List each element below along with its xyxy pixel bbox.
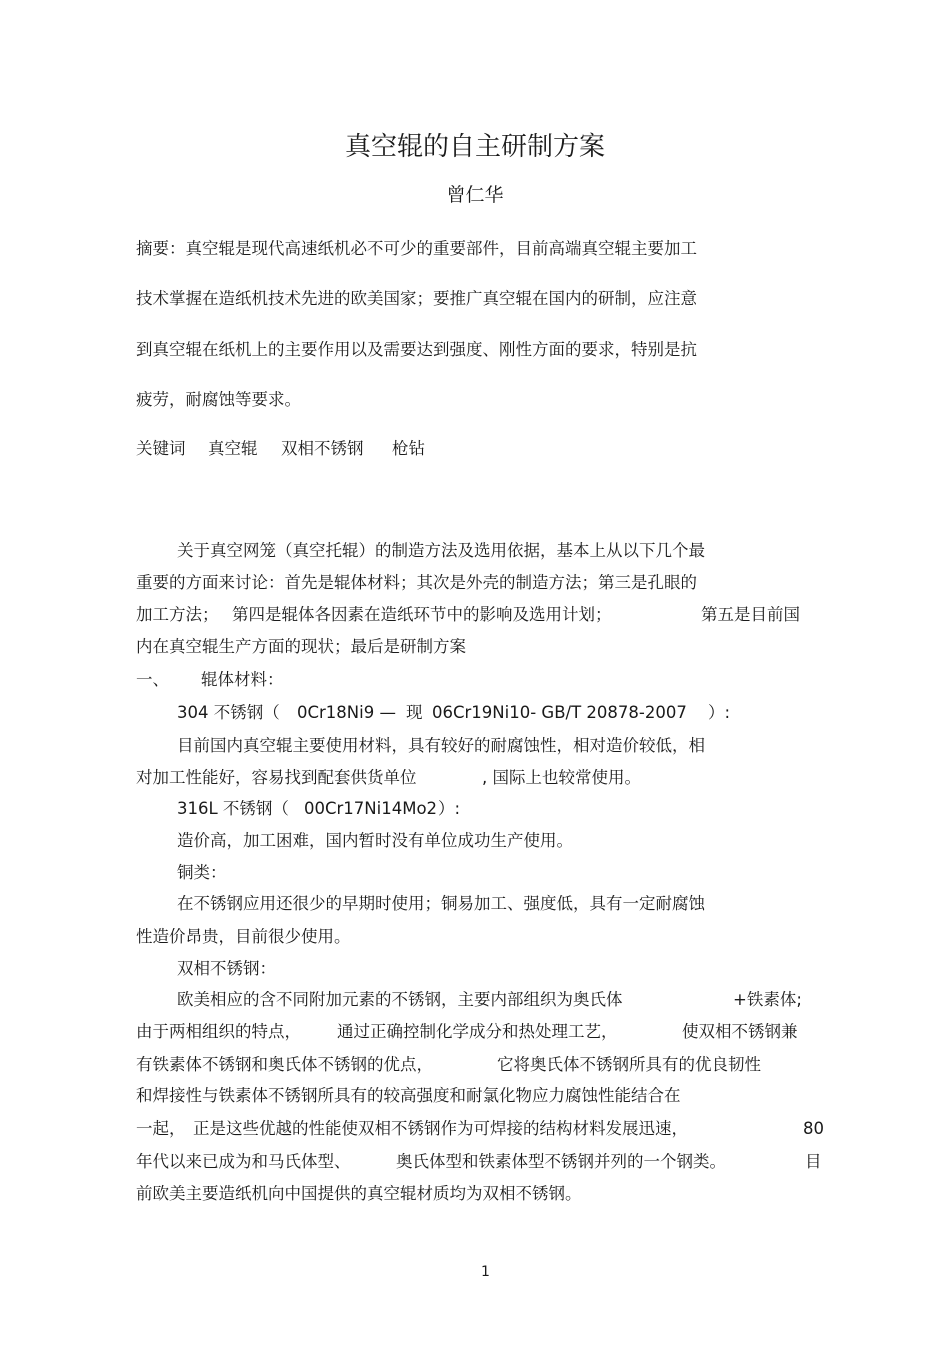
body-line: 第五是目前国	[701, 605, 800, 624]
abstract-line: 到真空辊在纸机上的主要作用以及需要达到强度、刚性方面的要求，特别是抗	[136, 340, 697, 359]
body-line: 重要的方面来讨论：首先是辊体材料；其次是外壳的制造方法；第三是孔眼的	[136, 573, 697, 592]
material-heading: 316L 不锈钢（	[177, 799, 289, 818]
body-line: 一起，	[136, 1119, 186, 1138]
body-line: 奥氏体型和铁素体型不锈钢并列的一个钢类。	[396, 1152, 726, 1171]
body-line: 和焊接性与铁素体不锈钢所具有的较高强度和耐氯化物应力腐蚀性能结合在	[136, 1086, 681, 1105]
material-heading-end: ）:	[708, 703, 731, 722]
body-line: 第四是辊体各因素在造纸环节中的影响及选用计划；	[232, 605, 612, 624]
section-title: 辊体材料：	[201, 670, 284, 689]
body-line: 内在真空辊生产方面的现状；最后是研制方案	[136, 637, 466, 656]
material-grade: 06Cr19Ni10- GB/T 20878-2007	[432, 703, 687, 722]
body-line: 它将奥氏体不锈钢所具有的优良韧性	[497, 1055, 761, 1074]
material-heading-end: ）:	[438, 799, 461, 818]
body-line: 目前国内真空辊主要使用材料，具有较好的耐腐蚀性，相对造价较低，相	[177, 736, 705, 755]
body-line: 在不锈钢应用还很少的早期时使用；铜易加工、强度低，具有一定耐腐蚀	[177, 894, 705, 913]
document-title: 真空辊的自主研制方案	[344, 132, 605, 162]
abstract-line: 技术掌握在造纸机技术先进的欧美国家；要推广真空辊在国内的研制，应注意	[136, 289, 697, 308]
body-line: 前欧美主要造纸机向中国提供的真空辊材质均为双相不锈钢。	[136, 1184, 582, 1203]
body-line: 关于真空网笼（真空托辊）的制造方法及选用依据，基本上从以下几个最	[177, 541, 705, 560]
body-line: 性造价昂贵，目前很少使用。	[136, 927, 351, 946]
material-grade: 现	[406, 703, 423, 722]
abstract-line: 摘要：真空辊是现代高速纸机必不可少的重要部件，目前高端真空辊主要加工	[136, 239, 697, 258]
keywords-label: 关键词	[136, 439, 186, 458]
material-heading: 铜类：	[177, 863, 227, 882]
body-line: 由于两相组织的特点，	[136, 1022, 301, 1041]
section-number: 一、	[136, 670, 169, 689]
body-line: 80	[803, 1119, 824, 1138]
material-grade: 0Cr18Ni9 —	[297, 703, 396, 722]
body-line: 正是这些优越的性能使双相不锈钢作为可焊接的结构材料发展迅速，	[193, 1119, 688, 1138]
body-line: 有铁素体不锈钢和奥氏体不锈钢的优点，	[136, 1055, 433, 1074]
body-line: 通过正确控制化学成分和热处理工艺，	[337, 1022, 618, 1041]
body-line: , 国际上也较常使用。	[482, 768, 641, 787]
material-heading: 双相不锈钢：	[177, 959, 276, 978]
body-line: 使双相不锈钢兼	[682, 1022, 798, 1041]
keyword: 真空辊	[208, 439, 258, 458]
keyword: 双相不锈钢	[281, 439, 364, 458]
material-heading: 304 不锈钢（	[177, 703, 280, 722]
keyword: 枪钻	[392, 439, 425, 458]
abstract-line: 疲劳，耐腐蚀等要求。	[136, 390, 301, 409]
body-line: 加工方法；	[136, 605, 219, 624]
material-grade: 00Cr17Ni14Mo2	[304, 799, 438, 818]
body-line: 年代以来已成为和马氏体型、	[136, 1152, 351, 1171]
body-line: 造价高，加工困难，国内暂时没有单位成功生产使用。	[177, 831, 573, 850]
body-line: 欧美相应的含不同附加元素的不锈钢，主要内部组织为奥氏体	[177, 990, 623, 1009]
author-name: 曾仁华	[446, 184, 504, 206]
body-line: 对加工性能好，容易找到配套供货单位	[136, 768, 417, 787]
body-line: +铁素体;	[733, 990, 802, 1009]
body-line: 目	[805, 1152, 822, 1171]
page-number: 1	[481, 1264, 490, 1280]
